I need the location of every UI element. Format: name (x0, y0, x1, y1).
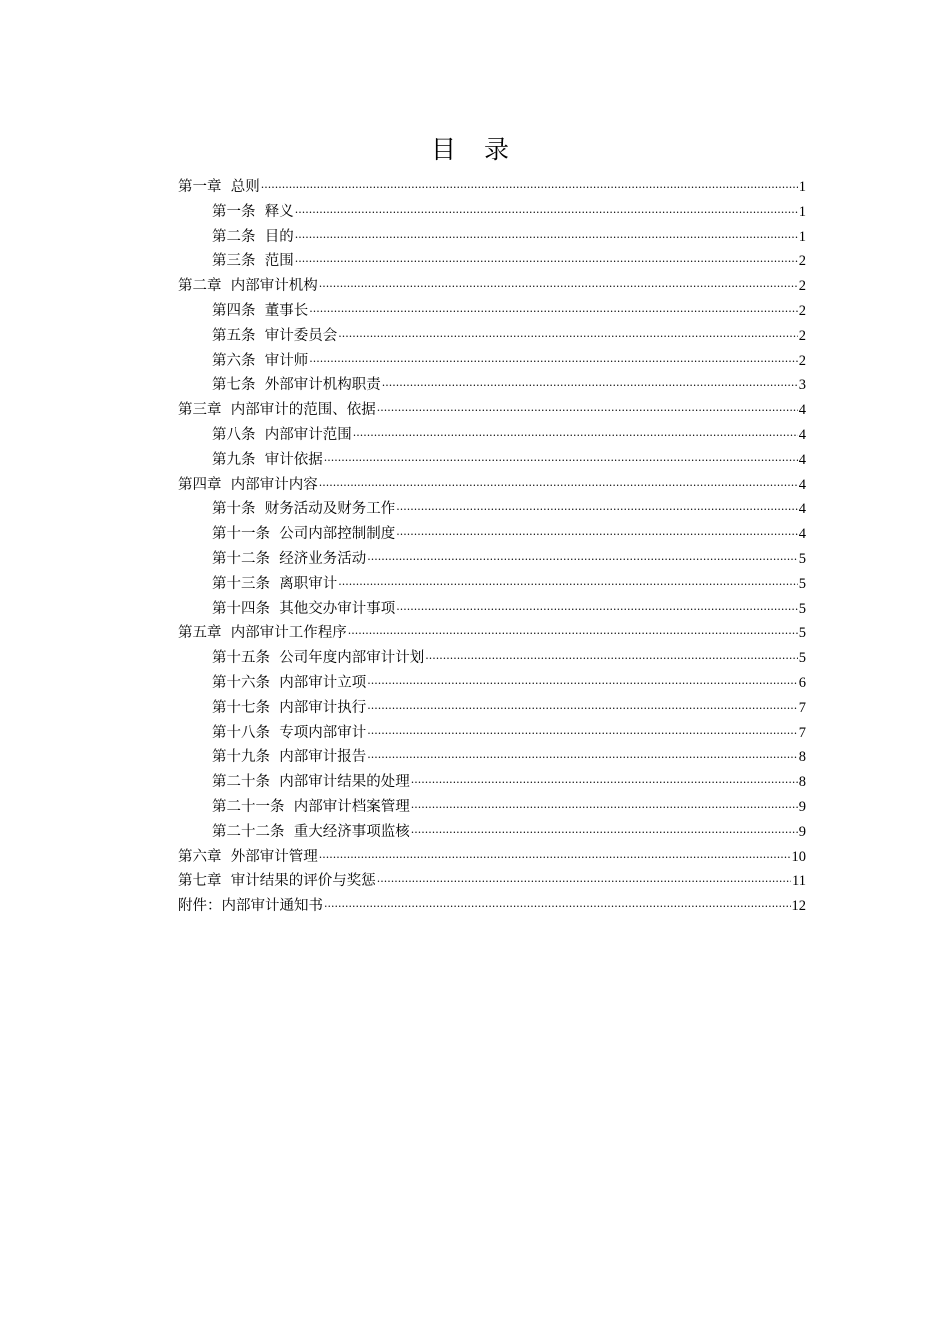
toc-entry-number: 第二章 (178, 278, 222, 295)
toc-dot-leader (295, 226, 798, 251)
toc-entry[interactable] (178, 770, 806, 795)
toc-entry-page: 11 (792, 873, 806, 890)
toc-entry[interactable] (178, 671, 806, 696)
toc-dot-leader (367, 722, 798, 747)
toc-entry[interactable] (178, 522, 806, 547)
toc-dot-leader (377, 870, 791, 895)
toc-entry-page: 5 (798, 550, 806, 567)
toc-dot-leader (338, 325, 798, 350)
toc-entry-page: 4 (798, 402, 806, 419)
toc-entry[interactable] (178, 349, 806, 374)
toc-entry[interactable] (178, 721, 806, 746)
toc-entry[interactable] (178, 398, 806, 423)
toc-entry[interactable] (178, 745, 806, 770)
toc-entry-title: 内部审计档案管理 (293, 798, 410, 815)
toc-entry-page: 5 (798, 625, 806, 642)
toc-entry-number: 第十二条 (212, 550, 270, 567)
toc-entry-number: 第十条 (212, 501, 256, 518)
toc-dot-leader (324, 449, 798, 474)
toc-entry-title: 内部审计机构 (230, 278, 318, 295)
toc-entry-number: 第二条 (212, 228, 256, 245)
toc-entry-title: 总则 (230, 179, 260, 195)
toc-entry-page: 5 (798, 650, 806, 667)
toc-entry-number: 第十六条 (212, 674, 270, 691)
toc-dot-leader (411, 771, 798, 796)
toc-entry[interactable] (178, 200, 806, 225)
toc-entry[interactable] (178, 324, 806, 349)
toc-entry[interactable] (178, 795, 806, 820)
toc-dot-leader (261, 176, 798, 201)
toc-entry-number: 第二十一条 (212, 798, 285, 815)
toc-entry[interactable] (178, 448, 806, 473)
toc-entry-page: 4 (798, 526, 806, 543)
toc-entry-title: 附件：内部审计通知书 (178, 898, 323, 915)
toc-dot-leader (367, 746, 798, 771)
toc-dot-leader (396, 523, 798, 548)
toc-entry-title: 专项内部审计 (279, 724, 367, 741)
toc-dot-leader (396, 498, 798, 523)
toc-entry-page: 8 (798, 749, 806, 766)
toc-entry-page: 5 (798, 575, 806, 592)
toc-entry-number: 第六章 (178, 848, 222, 865)
toc-entry-title: 内部审计立项 (279, 674, 367, 691)
toc-dot-leader (319, 275, 798, 300)
toc-title: 目 录 (431, 135, 519, 164)
toc-entry-page: 7 (798, 699, 806, 716)
toc-entry-title: 其他交办审计事项 (279, 600, 396, 617)
toc-dot-leader (295, 201, 798, 226)
toc-entry[interactable] (178, 845, 806, 870)
toc-entry-number: 第十九条 (212, 749, 270, 766)
toc-entry[interactable] (178, 597, 806, 622)
toc-entry-title: 审计依据 (264, 451, 323, 468)
toc-entry-number: 第二十二条 (212, 823, 285, 840)
toc-entry-title: 内部审计内容 (230, 476, 318, 493)
toc-entry-title: 离职审计 (279, 575, 338, 592)
toc-entry-title: 内部审计执行 (279, 699, 367, 716)
toc-entry-number: 第九条 (212, 451, 256, 468)
toc-entry-page: 3 (798, 377, 806, 394)
toc-entry-page: 8 (798, 774, 806, 791)
toc-entry-page: 5 (798, 600, 806, 617)
toc-entry-title: 财务活动及财务工作 (264, 501, 396, 518)
toc-entry[interactable] (178, 175, 806, 200)
toc-entry-page: 6 (798, 674, 806, 691)
toc-dot-leader (382, 374, 798, 399)
toc-entry[interactable] (178, 423, 806, 448)
toc-entry-number: 第五章 (178, 625, 222, 642)
toc-entry-title: 公司年度内部审计计划 (279, 650, 425, 667)
toc-entry[interactable] (178, 572, 806, 597)
toc-entry-title: 范围 (264, 253, 294, 270)
toc-entry-title: 内部审计报告 (279, 749, 367, 766)
toc-dot-leader (367, 548, 798, 573)
toc-entry-page: 2 (798, 352, 806, 369)
toc-entry-page: 4 (798, 426, 806, 443)
toc-entry-number: 第十一条 (212, 526, 270, 543)
toc-entry-title: 重大经济事项监核 (293, 823, 410, 840)
toc-entry[interactable] (178, 646, 806, 671)
toc-entry-number: 第十八条 (212, 724, 270, 741)
toc-entry-title: 内部审计结果的处理 (279, 774, 410, 791)
toc-entry-number: 第十三条 (212, 575, 270, 592)
toc-entry-title: 审计委员会 (264, 327, 338, 344)
toc-dot-leader (411, 821, 798, 846)
toc-entry-title: 经济业务活动 (279, 550, 367, 567)
toc-dot-leader (353, 424, 798, 449)
toc-dot-leader (367, 697, 798, 722)
toc-entry[interactable] (178, 894, 806, 919)
toc-entry-page: 4 (798, 501, 806, 518)
toc-entry-number: 第七条 (212, 377, 256, 394)
toc-dot-leader (396, 598, 798, 623)
toc-list (178, 175, 806, 919)
toc-entry[interactable] (178, 869, 806, 894)
toc-entry-number: 第八条 (212, 426, 256, 443)
toc-entry-page: 12 (791, 898, 806, 915)
toc-dot-leader (319, 846, 791, 871)
toc-entry-number: 第七章 (178, 873, 222, 890)
toc-entry-page: 10 (791, 848, 806, 865)
toc-entry-title: 外部审计机构职责 (264, 377, 381, 394)
toc-dot-leader (411, 796, 798, 821)
toc-dot-leader (295, 250, 798, 275)
toc-entry-title: 审计结果的评价与奖惩 (230, 873, 376, 890)
toc-dot-leader (324, 895, 791, 920)
toc-entry-number: 第一章 (178, 179, 222, 195)
toc-entry[interactable] (178, 225, 806, 250)
toc-entry-title: 内部审计范围 (264, 426, 352, 443)
toc-entry-number: 第一条 (212, 203, 256, 220)
toc-entry-page: 1 (798, 203, 806, 220)
toc-entry-page: 7 (798, 724, 806, 741)
toc-dot-leader (425, 647, 798, 672)
toc-entry[interactable] (178, 373, 806, 398)
toc-dot-leader (348, 622, 798, 647)
toc-entry[interactable] (178, 274, 806, 299)
toc-entry-page: 1 (798, 179, 806, 195)
toc-entry-page: 4 (798, 476, 806, 493)
toc-entry[interactable] (178, 497, 806, 522)
toc-dot-leader (319, 474, 798, 499)
toc-entry-number: 第三章 (178, 402, 222, 419)
toc-entry-number: 第三条 (212, 253, 256, 270)
toc-dot-leader (338, 573, 798, 598)
toc-entry-title: 外部审计管理 (230, 848, 318, 865)
toc-entry-page: 2 (798, 302, 806, 319)
toc-entry[interactable] (178, 299, 806, 324)
toc-entry-page: 4 (798, 451, 806, 468)
toc-entry[interactable] (178, 820, 806, 845)
toc-entry[interactable] (178, 621, 806, 646)
toc-entry-title: 内部审计工作程序 (230, 625, 347, 642)
toc-entry-title: 内部审计的范围、依据 (230, 402, 376, 419)
toc-entry-number: 第四章 (178, 476, 222, 493)
toc-entry-title: 审计师 (264, 352, 309, 369)
toc-entry[interactable] (178, 547, 806, 572)
toc-entry-page: 9 (798, 823, 806, 840)
toc-dot-leader (377, 399, 798, 424)
toc-entry[interactable] (178, 473, 806, 498)
toc-entry-title: 公司内部控制制度 (279, 526, 396, 543)
toc-entry-number: 第二十条 (212, 774, 270, 791)
toc-entry[interactable] (178, 249, 806, 274)
toc-entry-title: 董事长 (264, 302, 309, 319)
toc-entry-number: 第六条 (212, 352, 256, 369)
toc-entry-page: 2 (798, 253, 806, 270)
toc-entry[interactable] (178, 696, 806, 721)
toc-entry-number: 第五条 (212, 327, 256, 344)
toc-entry-page: 1 (798, 228, 806, 245)
toc-dot-leader (367, 672, 798, 697)
toc-entry-number: 第十五条 (212, 650, 270, 667)
toc-entry-page: 9 (798, 798, 806, 815)
toc-entry-number: 第四条 (212, 302, 256, 319)
toc-entry-title: 释义 (264, 203, 294, 220)
toc-dot-leader (309, 350, 798, 375)
toc-entry-page: 2 (798, 278, 806, 295)
toc-entry-number: 第十四条 (212, 600, 270, 617)
toc-entry-page: 2 (798, 327, 806, 344)
toc-entry-number: 第十七条 (212, 699, 270, 716)
toc-dot-leader (309, 300, 798, 325)
toc-entry-title: 目的 (264, 228, 294, 245)
